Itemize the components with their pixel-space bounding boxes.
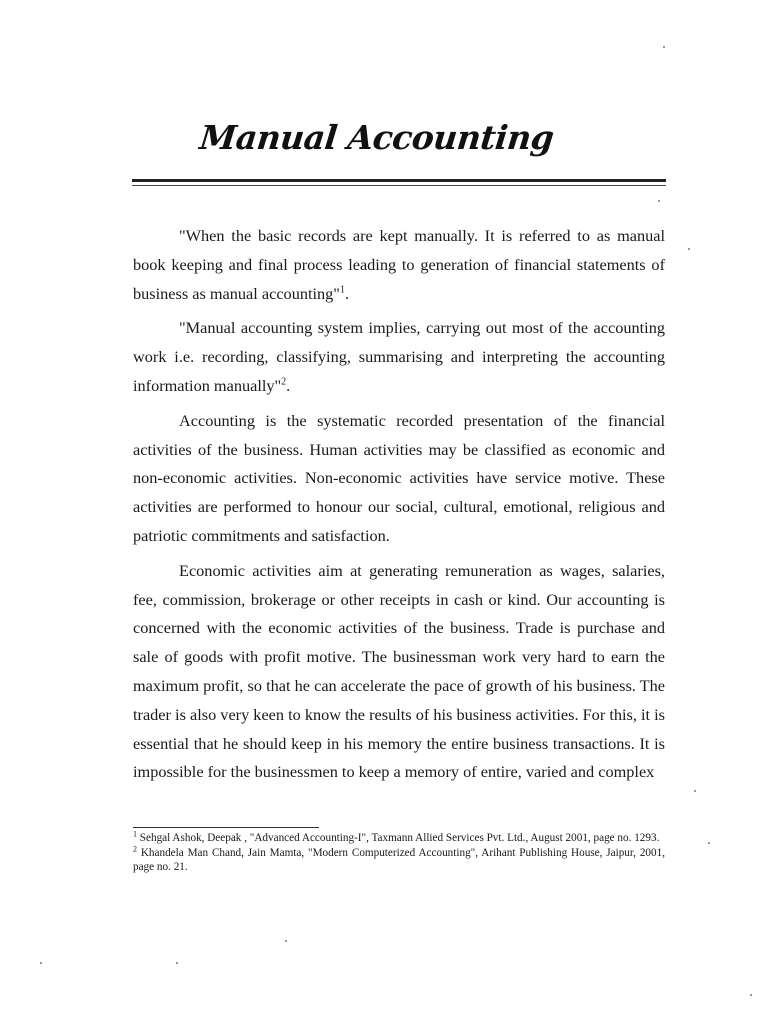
footnote-2-text: Khandela Man Chand, Jain Mamta, "Modern Computerized Accounting", Arihant Publishing House, Jaipur, 2001, page no. 21. — [133, 846, 665, 873]
title-rule-thick — [132, 179, 666, 182]
footnote-separator — [133, 827, 319, 828]
scan-speck — [750, 994, 752, 996]
paragraph-2 — [133, 314, 665, 400]
scan-speck — [688, 248, 690, 250]
scan-speck — [40, 962, 42, 964]
footnote-1-text: Sehgal Ashok, Deepak , "Advanced Accounting-I", Taxmann Allied Services Pvt. Ltd., August 2001, page no. 1293. — [137, 832, 660, 844]
paragraph-4: Economic activities aim at generating remuneration as wages, salaries, fee, commission, brokerage or other receipts in cash or kind. Our accounting is concerned with the economic activities of the business. Trade is purchase and sale of goods with profit motive. The businessman work very hard to earn the maximum profit, so that he can accelerate the pace of growth of his business. The trader is also very keen to know the results of his business activities. For this, it is essential that he should keep in his memory the entire business transactions. It is impossible for the businessmen to keep a memory of entire, varied and complex — [133, 560, 665, 782]
page-title: Manual Accounting — [197, 118, 556, 157]
footnote-marker-2: 2 — [133, 843, 137, 853]
paragraph-1 — [133, 222, 665, 308]
footnote-2 — [133, 843, 665, 875]
body-text — [133, 222, 665, 787]
paragraph-2-end: . — [286, 375, 291, 395]
footnote-marker-1: 1 — [133, 829, 137, 839]
footnotes — [133, 831, 665, 875]
scan-speck — [708, 842, 710, 844]
title-rule-thin — [132, 185, 666, 186]
paragraph-1-text: "When the basic records are kept manually. It is referred to as manual book keeping and final process leading to generation of financial statements of business as manual accounting" — [133, 226, 665, 303]
paragraph-1-end: . — [344, 283, 350, 303]
scan-speck — [663, 46, 665, 48]
footnote-ref-2: 2 — [281, 376, 287, 388]
paragraph-3: Accounting is the systematic recorded presentation of the financial activities of the business. Human activities may be classified as economic and non-economic activities. Non-economic activities have service motive. These activities are performed to honour our social, cultural, emotional, religious and patriotic commitments and satisfaction. — [133, 410, 665, 545]
scan-speck — [285, 940, 287, 942]
scan-speck — [694, 790, 696, 792]
paragraph-2-text: "Manual accounting system implies, carrying out most of the accounting work i.e. recording, classifying, summarising and interpreting the accounting information manually" — [133, 318, 665, 395]
footnote-1 — [133, 831, 665, 846]
footnote-ref-1: 1 — [339, 284, 345, 296]
scan-speck — [658, 200, 660, 202]
scan-speck — [176, 962, 178, 964]
